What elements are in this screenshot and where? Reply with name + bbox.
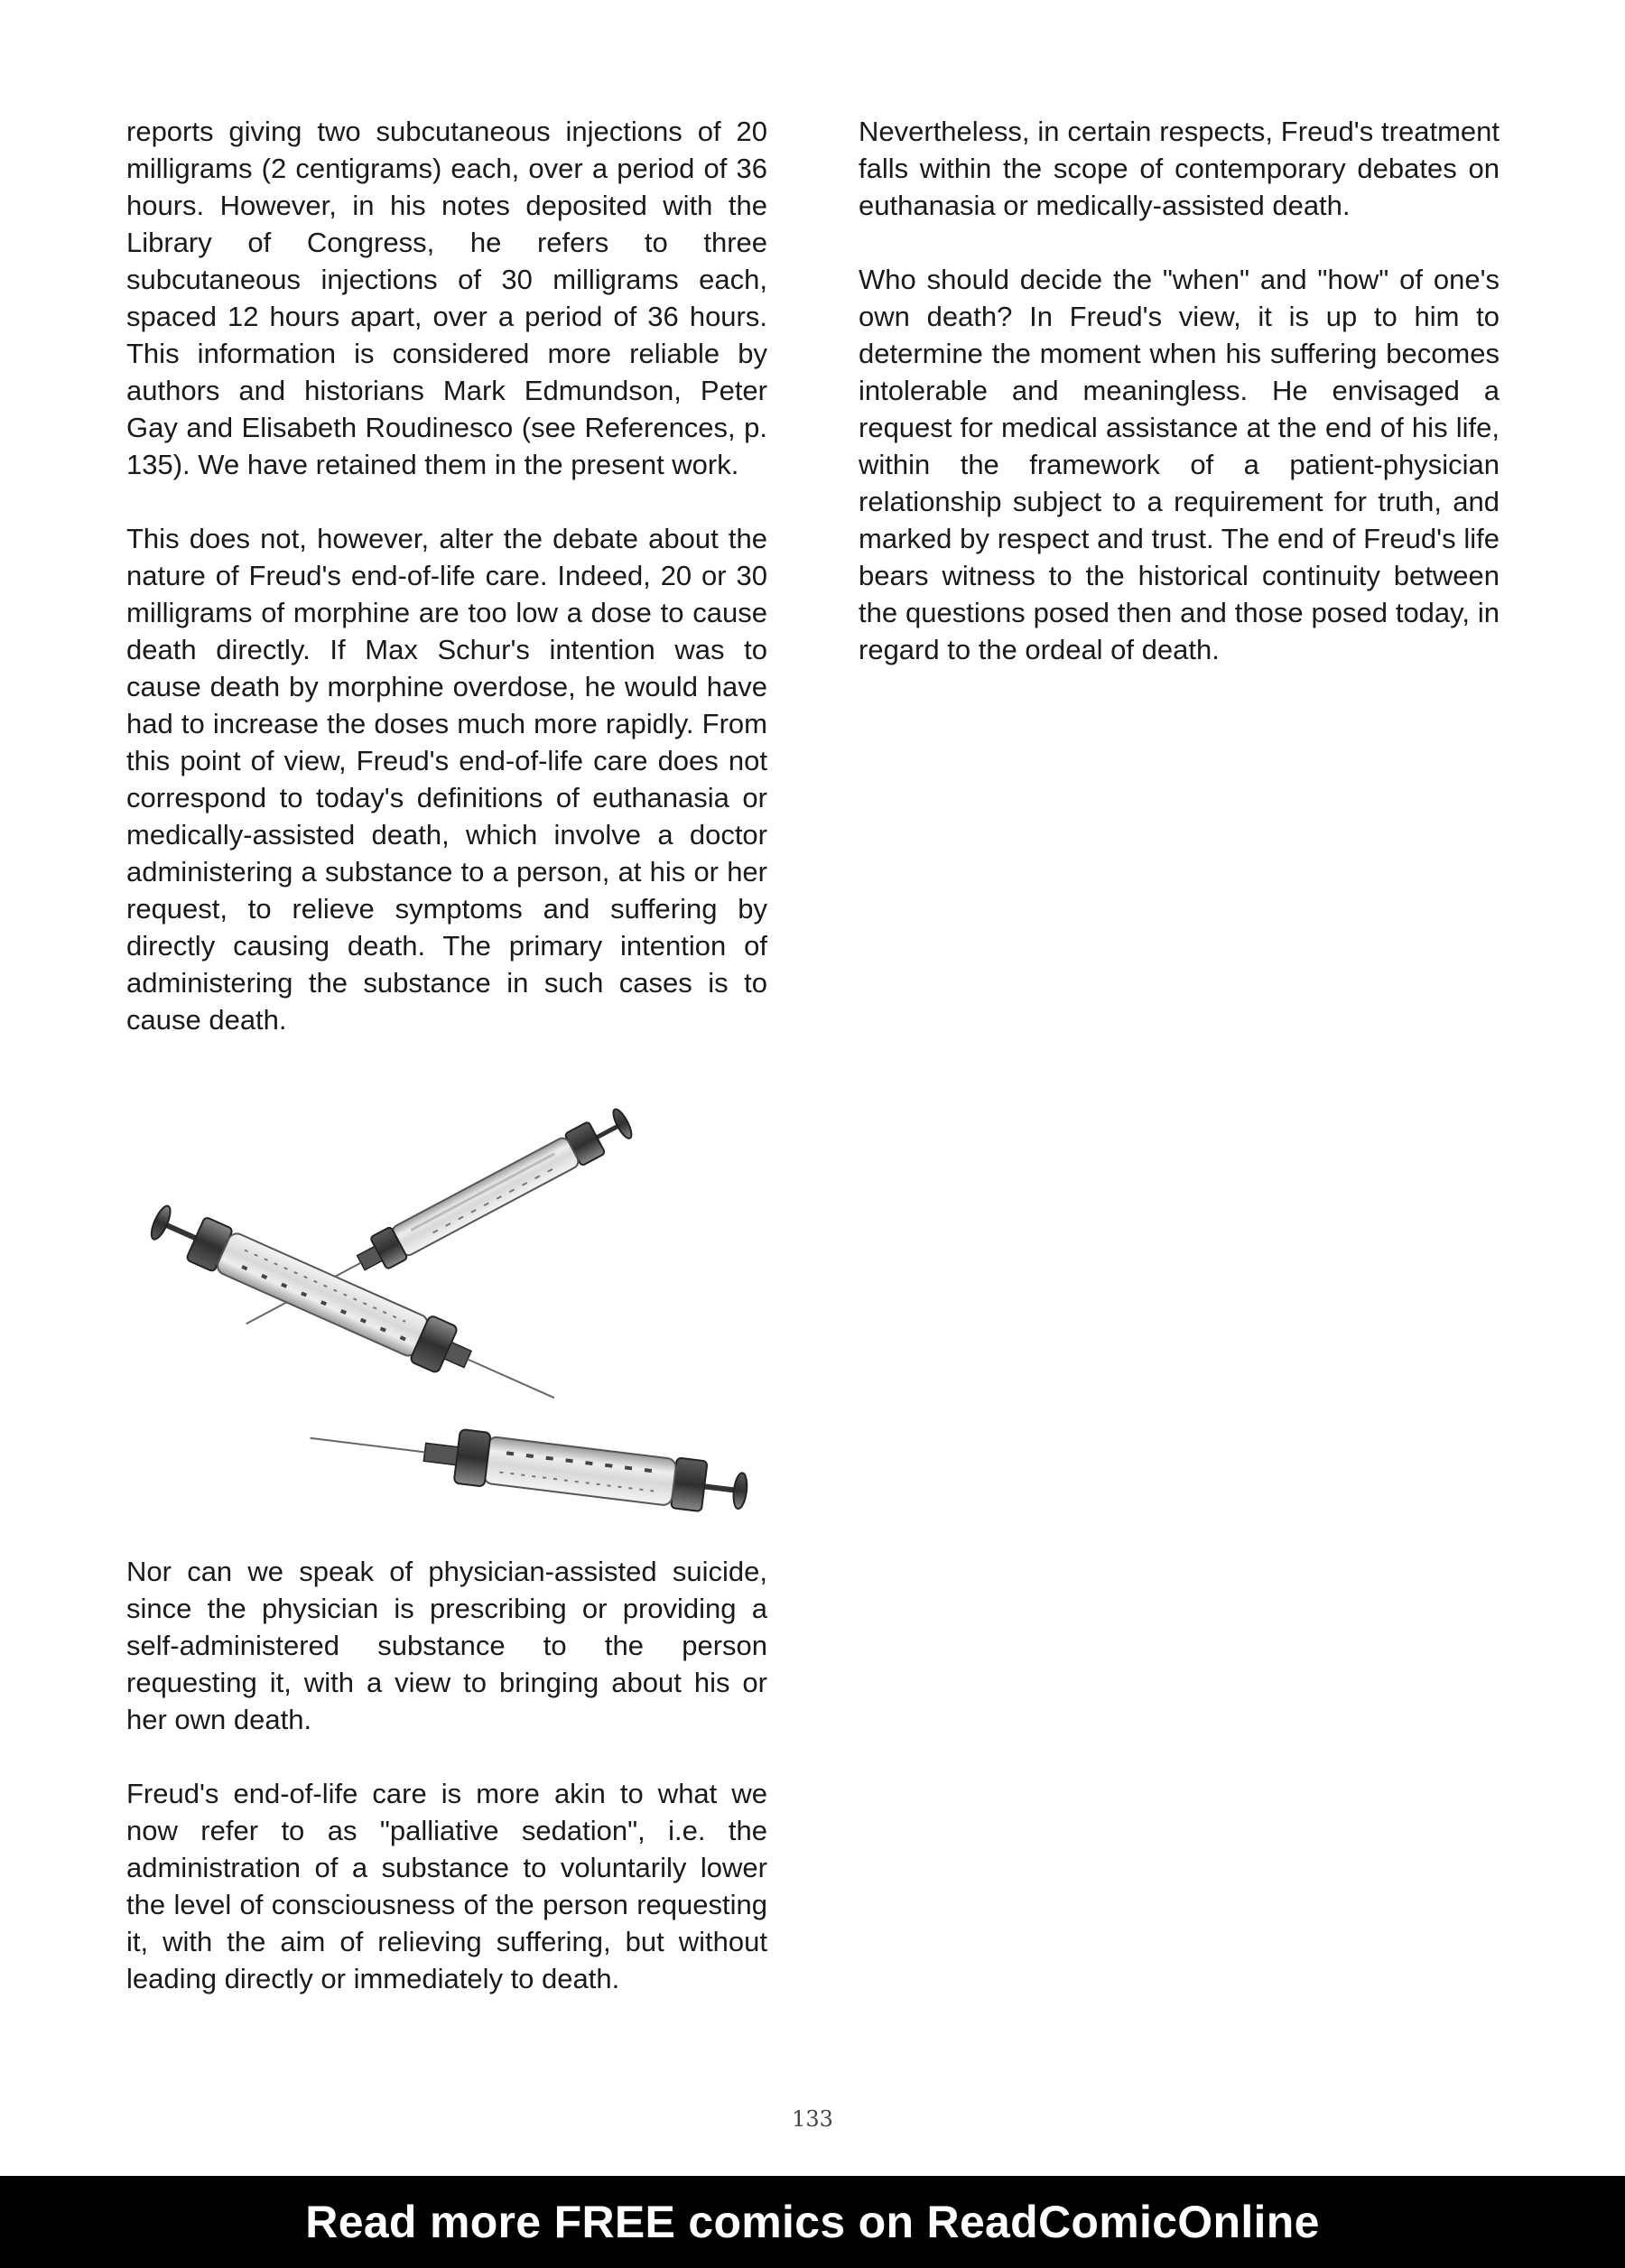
paragraph: This does not, however, alter the debate about the nature of Freud's end-of-life care. Indeed, 20 or 30 milligrams of morphine are too low a dose to cause death directly. If Max Schur's intention was to cause death by morphine overdose, he would have had to increase the doses much more rapidly. From this point of view, Freud's end-of-life care does not correspond to today's definitions of euthanasia or medically-assisted death, which involve a doctor administering a substance to a person, at his or her request, to relieve symptoms and suffering by directly causing death. The primary intention of administering the substance in such cases is to cause death.	[126, 523, 767, 1036]
paragraph: Nor can we speak of physician-assisted suicide, since the physician is prescribing or providing a self-administered substance to the person requesting it, with a view to bringing about his or her own death.	[126, 1556, 767, 1735]
paragraph: Who should decide the "when" and "how" of one's own death? In Freud's view, it is up to him to determine the moment when his suffering becomes intolerable and meaningless. He envisaged a request for medical assistance at the end of his life, within the framework of a patient-physician relationship subject to a requirement for truth, and marked by respect and trust. The end of Freud's life bears witness to the historical continuity between the questions posed then and those posed today, in regard to the ordeal of death.	[859, 264, 1500, 665]
paragraph: reports giving two subcutaneous injections of 20 milligrams (2 centigrams) each, over a period of 36 hours. However, in his notes deposited with the Library of Congress, he refers to three subcutaneous injections of 30 milligrams each, spaced 12 hours apart, over a period of 36 hours. This information is considered more reliable by authors and historians Mark Edmundson, Peter Gay and Elisabeth Roudinesco (see References, p. 135). We have retained them in the present work.	[126, 116, 767, 480]
paragraph: Nevertheless, in certain respects, Freud's treatment falls within the scope of contemporary debates on euthanasia or medically-assisted death.	[859, 116, 1500, 221]
right-column	[859, 113, 1500, 668]
left-column-bottom	[126, 1553, 767, 1997]
syringe-bottom	[307, 1411, 749, 1519]
promo-banner-link[interactable]: Read more FREE comics on ReadComicOnline	[305, 2197, 1320, 2247]
promo-banner[interactable]	[0, 2176, 1625, 2268]
left-column-top	[126, 113, 767, 1038]
syringe-middle	[144, 1197, 564, 1421]
syringes-illustration	[135, 1047, 749, 1535]
page-number: 133	[792, 2106, 833, 2132]
paragraph: Freud's end-of-life care is more akin to what we now refer to as "palliative sedation", i.e. the administration of a substance to voluntarily lower the level of consciousness of the person requesting it, with the aim of relieving suffering, but without leading directly or immediately to death.	[126, 1778, 767, 1994]
